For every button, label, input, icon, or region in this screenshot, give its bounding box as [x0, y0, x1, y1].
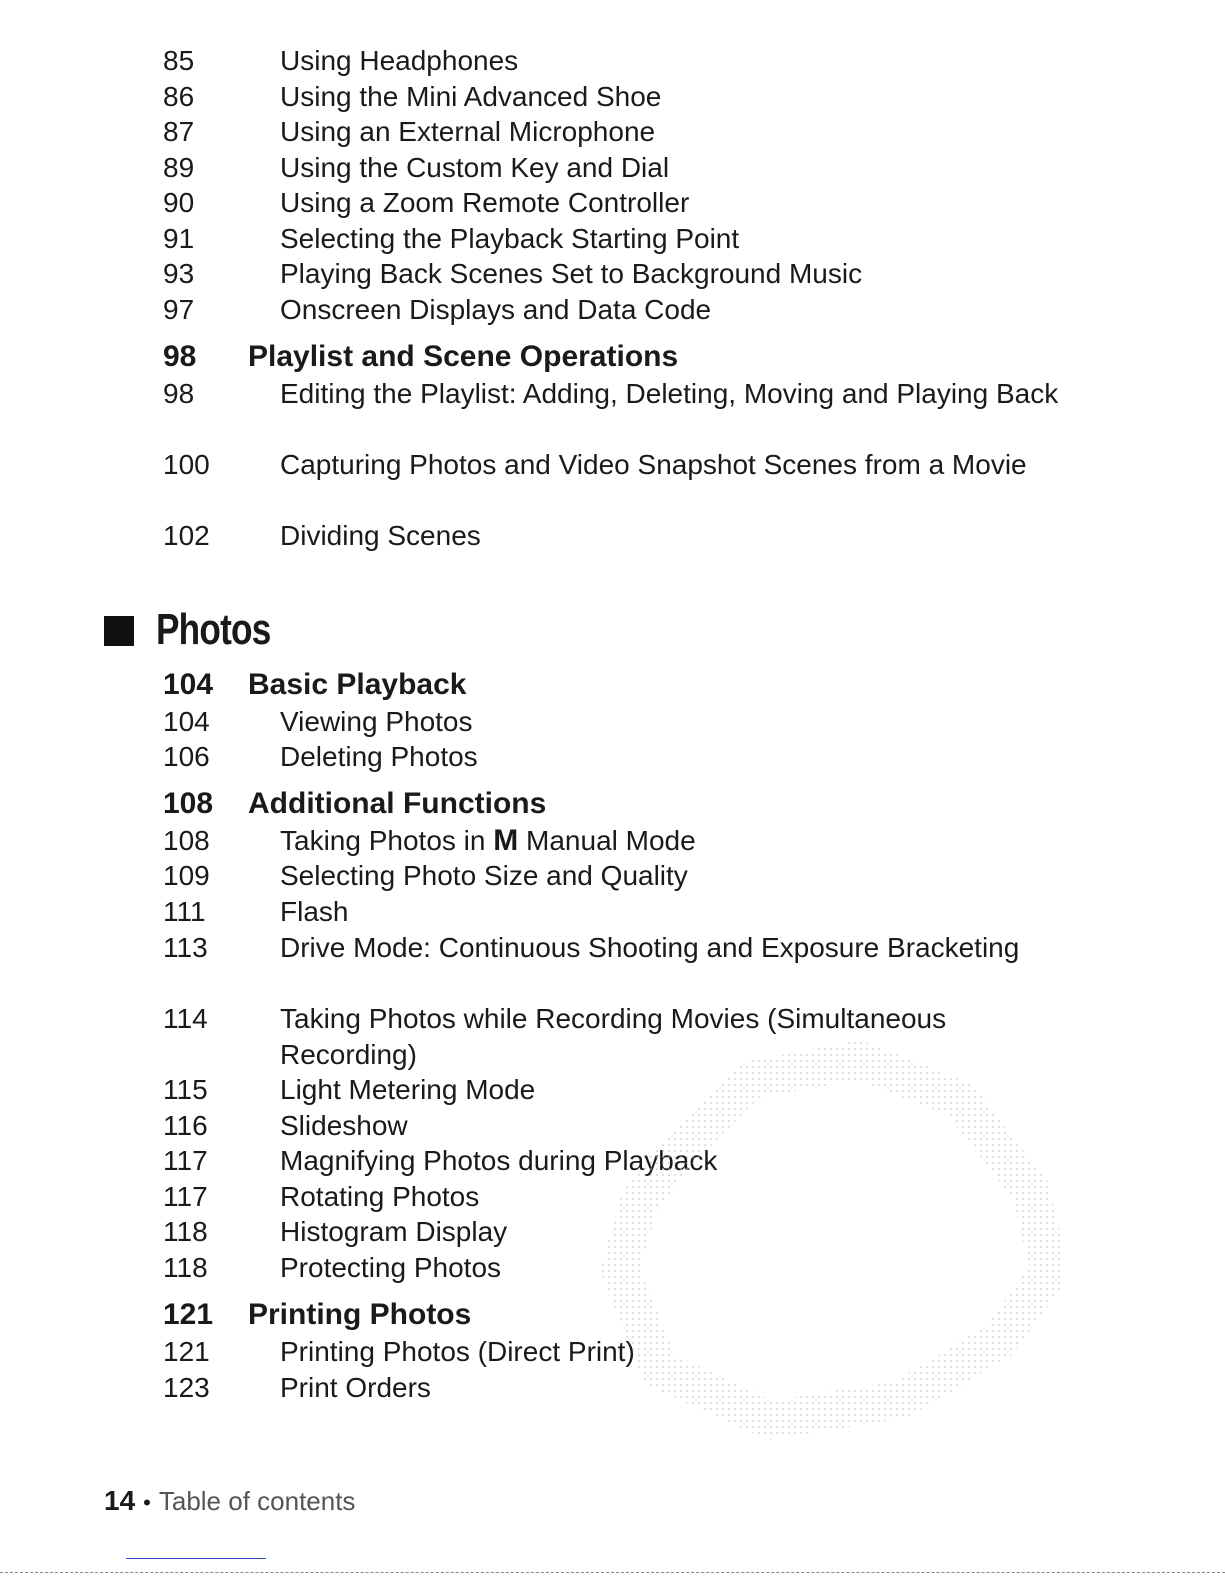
toc-entry[interactable]	[0, 114, 1225, 150]
toc-entry-page: 113	[163, 932, 208, 963]
camera-watermark-icon	[600, 1040, 1060, 1440]
toc-entry-page: 93	[163, 258, 195, 289]
toc-entry-page: 117	[163, 1145, 208, 1176]
toc-group-page: 98	[163, 340, 197, 373]
toc-entry-title	[280, 823, 696, 859]
toc-entry-title: Using the Mini Advanced Shoe	[280, 81, 662, 112]
toc-group-page: 121	[163, 1298, 214, 1331]
toc-group-title: Additional Functions	[248, 787, 547, 820]
bottom-link-underline	[126, 1558, 266, 1559]
toc-entry-title: Magnifying Photos during Playback	[280, 1145, 718, 1176]
toc-entry-page: 115	[163, 1074, 208, 1105]
toc-entry[interactable]	[0, 823, 1225, 859]
footer-label: Table of contents	[158, 1486, 356, 1516]
toc-entry-title: Deleting Photos	[280, 741, 478, 772]
toc-entry-title: Dividing Scenes	[280, 520, 481, 551]
toc-group-title: Playlist and Scene Operations	[248, 340, 679, 373]
square-bullet-icon	[104, 616, 134, 646]
toc-entry-page: 117	[163, 1181, 208, 1212]
toc-entry-title: Onscreen Displays and Data Code	[280, 294, 712, 325]
section-title: Photos	[156, 605, 271, 654]
toc-entry-title: Editing the Playlist: Adding, Deleting, Moving and Playing Back	[280, 378, 1059, 409]
toc-entry-title: Playing Back Scenes Set to Background Music	[280, 258, 863, 289]
toc-entry-title: Using an External Microphone	[280, 116, 656, 147]
toc-entry-title: Using the Custom Key and Dial	[280, 152, 670, 183]
toc-entry[interactable]	[0, 894, 1225, 930]
toc-entry-page: 97	[163, 294, 195, 325]
toc-entry-title: Protecting Photos	[280, 1252, 502, 1283]
toc-entry-page: 111	[163, 896, 206, 927]
toc-entry-title: Using Headphones	[280, 45, 519, 76]
toc-entry-title: Printing Photos (Direct Print)	[280, 1336, 635, 1367]
toc-entry[interactable]	[0, 376, 1225, 412]
toc-entry-page: 114	[163, 1003, 208, 1034]
toc-group-heading[interactable]	[0, 786, 1225, 822]
page-footer	[104, 1483, 355, 1519]
toc-entry-title: Capturing Photos and Video Snapshot Scenes from a Movie	[280, 449, 1027, 480]
toc-entry[interactable]	[0, 79, 1225, 115]
toc-entry[interactable]	[0, 1001, 1225, 1070]
toc-entry-title: Using a Zoom Remote Controller	[280, 187, 690, 218]
toc-entry-title: Selecting Photo Size and Quality	[280, 860, 688, 891]
toc-entry-page: 86	[163, 81, 195, 112]
toc-entry[interactable]	[0, 43, 1225, 79]
toc-entry-title-suffix: Manual Mode	[518, 825, 696, 856]
toc-entry-page: 109	[163, 860, 210, 891]
toc-entry-page: 118	[163, 1252, 208, 1283]
toc-entry[interactable]	[0, 930, 1225, 966]
toc-entry-title: Print Orders	[280, 1372, 431, 1403]
manual-mode-icon: M	[493, 824, 519, 857]
toc-entry-title: Viewing Photos	[280, 706, 473, 737]
toc-entry-title: Slideshow	[280, 1110, 408, 1141]
toc-entry-title: Taking Photos while Recording Movies (Simultaneous Recording)	[280, 1003, 947, 1070]
toc-entry-page: 85	[163, 45, 195, 76]
toc-entry-page: 123	[163, 1372, 210, 1403]
toc-entry-page: 108	[163, 825, 210, 856]
toc-entry[interactable]	[0, 518, 1225, 554]
toc-entry[interactable]	[0, 292, 1225, 328]
toc-entry-title: Drive Mode: Continuous Shooting and Exposure Bracketing	[280, 932, 1020, 963]
toc-entry[interactable]	[0, 704, 1225, 740]
toc-group-heading[interactable]	[0, 339, 1225, 375]
toc-group-page: 108	[163, 787, 214, 820]
toc-entry-title: Histogram Display	[280, 1216, 508, 1247]
toc-entry-title: Rotating Photos	[280, 1181, 480, 1212]
toc-group-heading[interactable]	[0, 667, 1225, 703]
toc-entry[interactable]	[0, 150, 1225, 186]
toc-entry-title: Selecting the Playback Starting Point	[280, 223, 740, 254]
toc-entry-title-prefix: Taking Photos in	[280, 825, 494, 856]
toc-entry[interactable]	[0, 221, 1225, 257]
toc-entry-title: Light Metering Mode	[280, 1074, 536, 1105]
toc-entry-page: 90	[163, 187, 195, 218]
toc-entry[interactable]	[0, 185, 1225, 221]
toc-entry-page: 87	[163, 116, 195, 147]
toc-entry-page: 104	[163, 706, 210, 737]
toc-group-page: 104	[163, 668, 214, 701]
toc-entry-page: 100	[163, 449, 210, 480]
page-bottom-divider	[0, 1572, 1225, 1573]
toc-entry[interactable]	[0, 447, 1225, 483]
toc-group-title: Printing Photos	[248, 1298, 472, 1331]
toc-entry-page: 121	[163, 1336, 210, 1367]
toc-entry-page: 116	[163, 1110, 208, 1141]
footer-bullet: •	[143, 1490, 151, 1515]
toc-entry-title: Flash	[280, 896, 349, 927]
toc-entry-page: 118	[163, 1216, 208, 1247]
toc-entry[interactable]	[0, 739, 1225, 775]
toc-entry-page: 98	[163, 378, 195, 409]
toc-entry[interactable]	[0, 858, 1225, 894]
toc-entry-page: 102	[163, 520, 210, 551]
toc-entry-page: 89	[163, 152, 195, 183]
footer-page-number: 14	[104, 1485, 136, 1516]
toc-entry-page: 91	[163, 223, 195, 254]
toc-entry-page: 106	[163, 741, 210, 772]
toc-entry[interactable]	[0, 256, 1225, 292]
toc-group-title: Basic Playback	[248, 668, 467, 701]
